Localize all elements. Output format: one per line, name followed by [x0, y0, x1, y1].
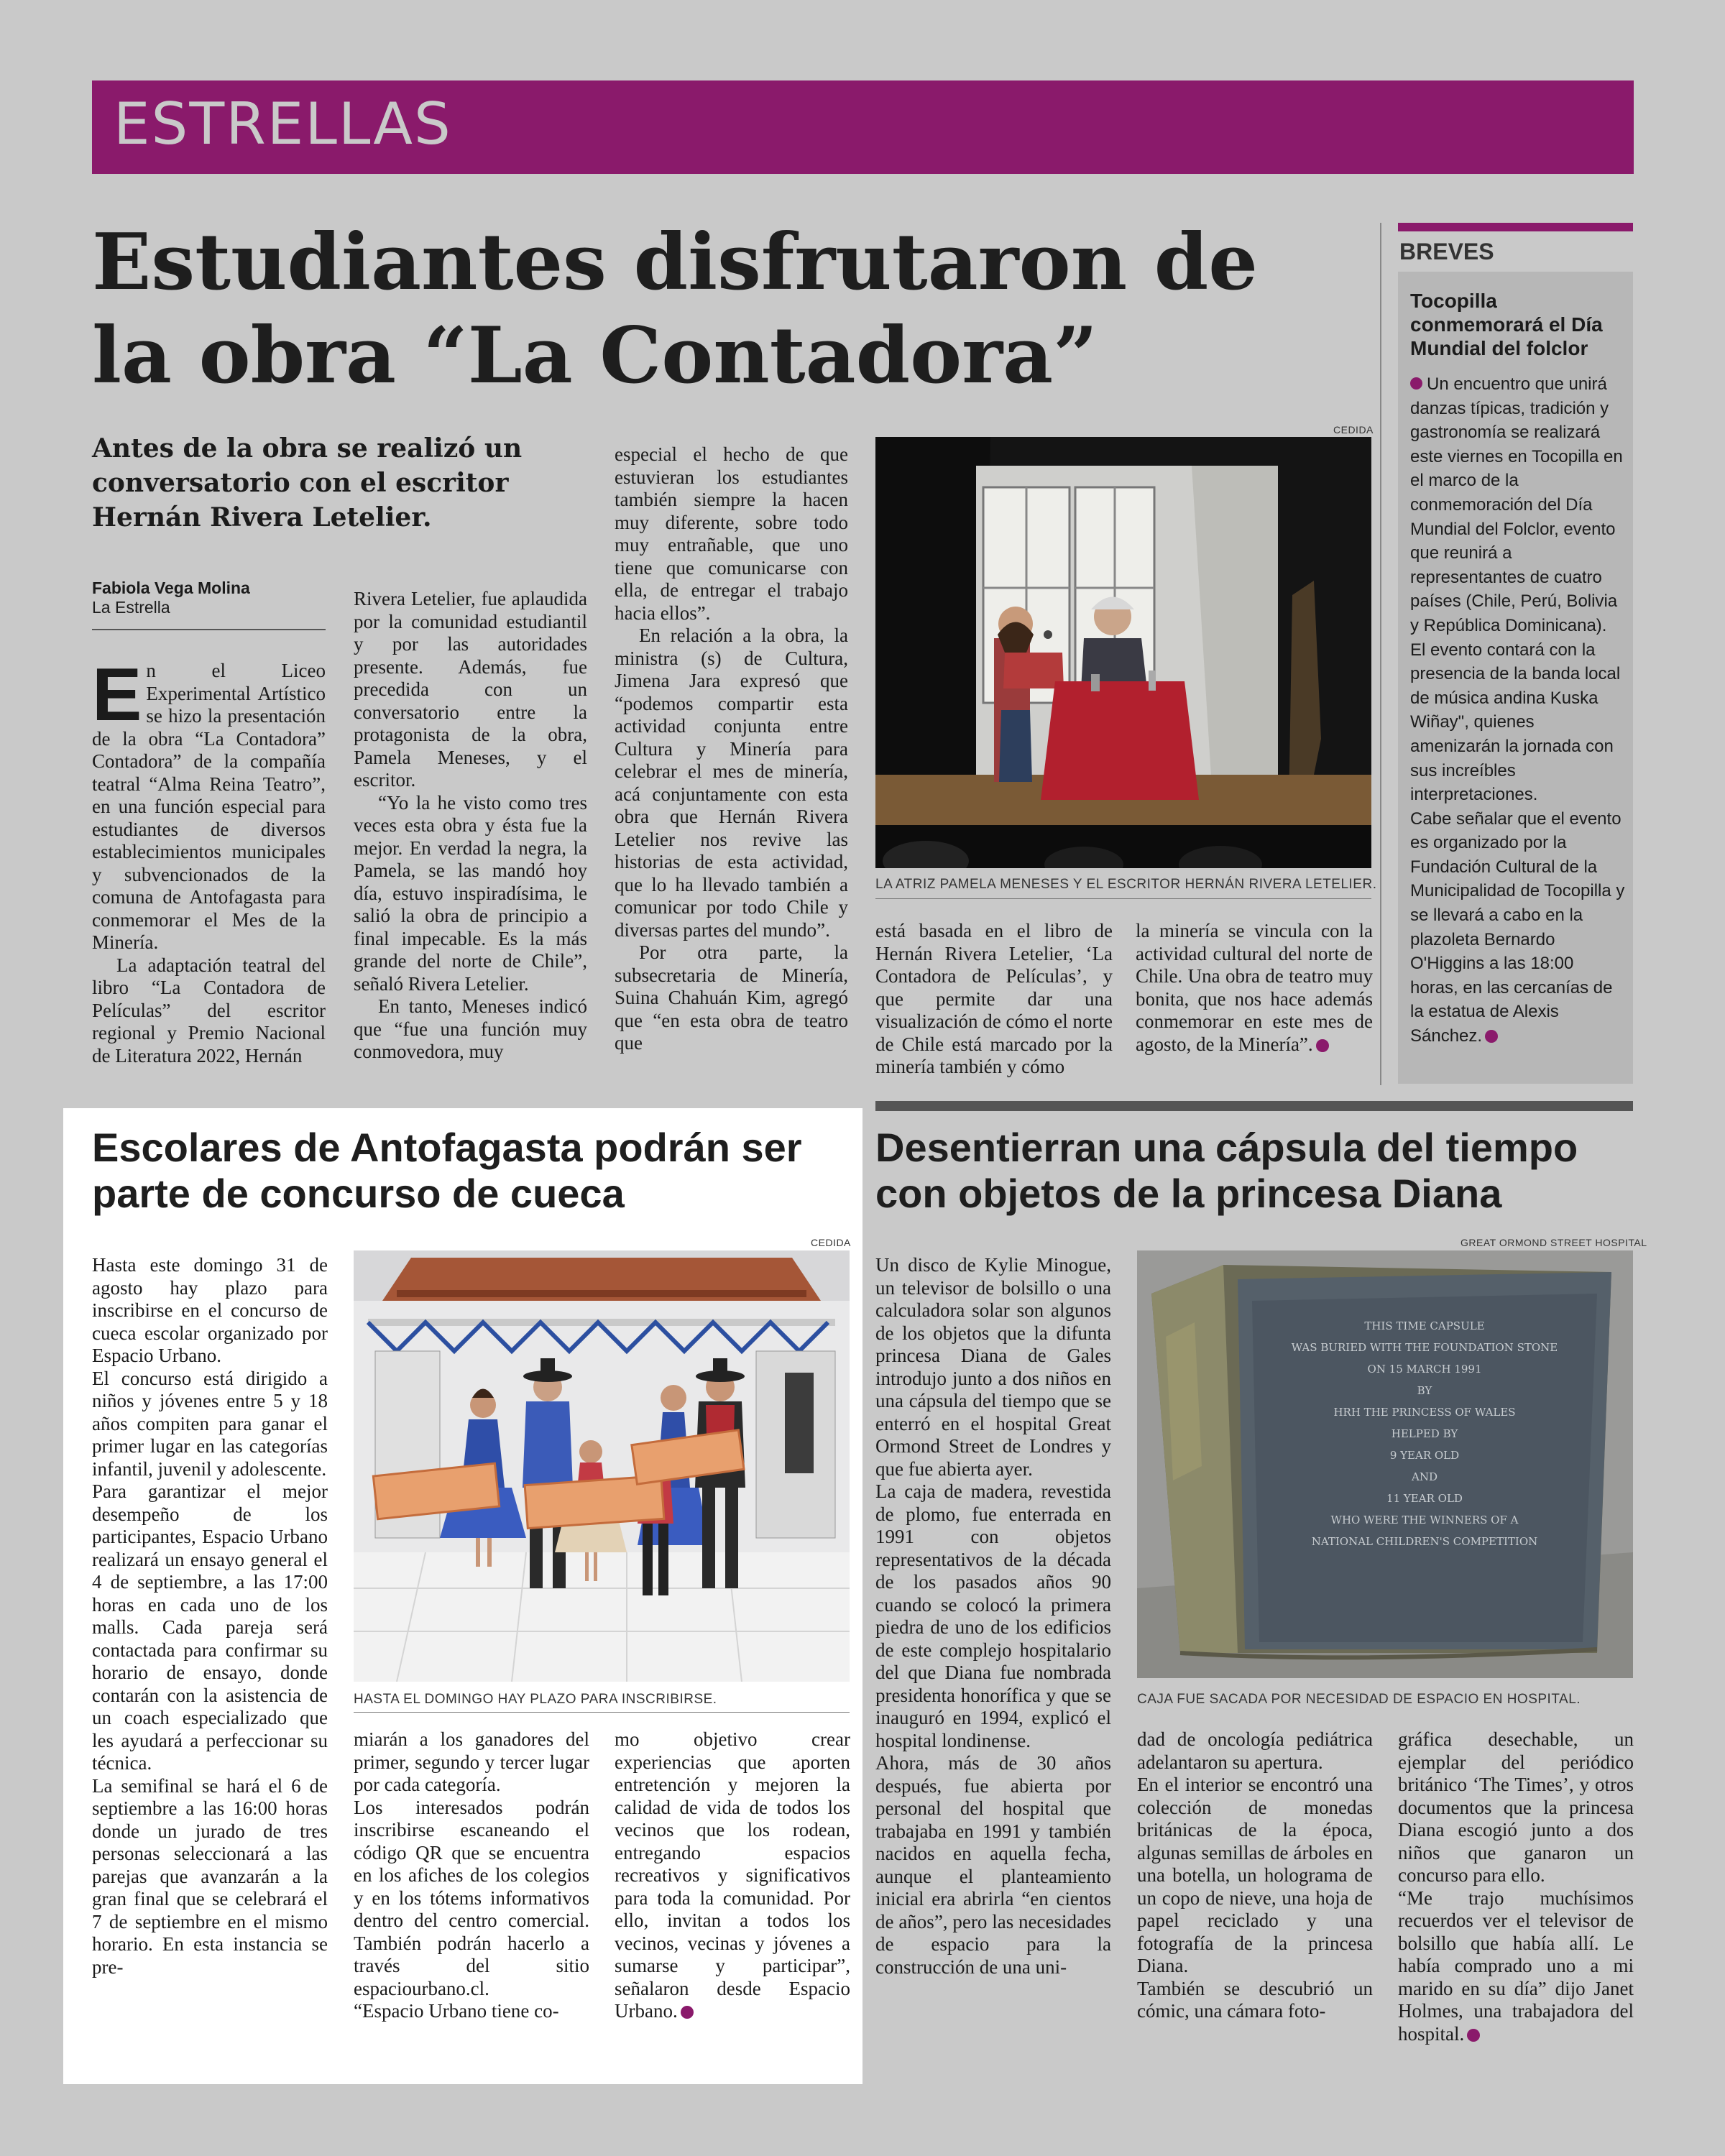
main-col-4 [875, 920, 1113, 1079]
end-mark-icon [1467, 2029, 1480, 2042]
column-divider [1380, 223, 1381, 1085]
main-headline: Estudiantes disfrutaron de la obra “La Contadora” [92, 217, 1258, 401]
main-col-2 [354, 588, 587, 1064]
main-col3-p2: En relación a la obra, la ministra (s) de Cultura, Jimena Jara expresó que “podemos compartir esta actividad conjunta entre Cultura y Minería para celebrar el mes de minería, acá conjuntamente con esta obra que Hernán Rivera Letelier nos revive las historias de esta actividad, que lo ha llevado también a comunicar por todo Chile y diversas partes del mundo”. [615, 625, 848, 941]
cueca-col2-p3: “Espacio Urbano tiene co- [354, 2000, 559, 2022]
main-col-1 [92, 653, 326, 1067]
main-col4-p1: está basada en el libro de Hernán Rivera Letelier, ‘La Contadora de Películas’, y que permite dar una visualización de cómo el norte de Chile está marcado por la minería también y cómo [875, 920, 1113, 1077]
theatre-photo-image [875, 437, 1371, 868]
breves-label: BREVES [1399, 239, 1494, 264]
byline-rule [92, 629, 326, 630]
diana-col2-p2: En el interior se encontró una colección de monedas británicas de la época, algunas semillas de árboles en una botella, un holograma de un copo de nieve, una hoja de papel reciclado y una fotografía de la princesa Diana. [1137, 1774, 1373, 1976]
photo-credit: CEDIDA [1333, 424, 1374, 436]
main-col1-p2: La adaptación teatral del libro “La Contadora de Películas” del escritor regional y Premio Nacional de Literatura 2022, Hernán [92, 954, 326, 1067]
main-col-5 [1136, 920, 1373, 1056]
capsule-photo-image [1137, 1250, 1633, 1678]
photo-caption: LA ATRIZ PAMELA MENESES Y EL ESCRITOR HERNÁN RIVERA LETELIER. [875, 877, 1377, 892]
bullet-icon [1410, 377, 1422, 390]
main-col3-p1: especial el hecho de que estuvieran los estudiantes también siempre la hacen muy diferente, sobre todo muy entrañable, que uno tiene que comunicarse con ella, de entregar el trabajo hacia ellos”. [615, 443, 848, 624]
plaque-line: NATIONAL CHILDREN'S COMPETITION [1311, 1535, 1538, 1548]
diana-col1-p3: Ahora, más de 30 años después, fue abierta por personal del hospital que trabajaba en 1991 y también nacidos en aquella fecha, aunque el planteamiento inicial era abrirla “en cientos de años”, pero las necesidades de espacio para la construcción de una uni- [875, 1752, 1111, 1978]
plaque-line: HRH THE PRINCESS OF WALES [1333, 1406, 1516, 1419]
breves-bar [1398, 223, 1633, 231]
cueca-col1-p2: El concurso está dirigido a niños y jóvenes entre 5 y 18 años compiten para ganar el primer lugar en las categorías infantil, juvenil y adolescente. [92, 1367, 328, 1480]
cueca-col-2 [354, 1728, 589, 2023]
plaque-line: THIS TIME CAPSULE [1364, 1319, 1485, 1332]
main-col2-p1: Rivera Letelier, fue aplaudida por la comunidad estudiantil y por las autoridades presente. Además, fue precedida con un conversatorio entre la protagonista de la obra, Pamela Meneses, y el escritor. [354, 588, 587, 791]
caption-rule [875, 898, 1371, 899]
diana-col3-p2: “Me trajo muchísimos recuerdos ver el televisor de bolsillo que había allí. Le había comprado uno a mi marido en su día” dijo Janet Holmes, una trabajadora del hospital. [1398, 1886, 1634, 2045]
diana-col3-p1: gráfica desechable, un ejemplar del periódico británico ‘The Times’, y otros documentos que la princesa Diana escogió junto a dos niños que ganaron un concurso para ello. [1398, 1728, 1634, 1886]
plaque-line: HELPED BY [1391, 1427, 1458, 1440]
breves-text [1410, 372, 1626, 1049]
section-divider [875, 1101, 1633, 1111]
plaque-line: WAS BURIED WITH THE FOUNDATION STONE [1291, 1341, 1558, 1354]
diana-col1-p2: La caja de madera, revestida de plomo, fue enterrada en 1991 con objetos representativos de la década de los pasados años 90 cuando se colocó la primera piedra de uno de los edificios de este complejo hospitalario del que Diana fue nombrada presidenta honorífica y que se inauguró en 1994, explicó el hospital londinense. [875, 1480, 1111, 1751]
main-col5-p1: la minería se vincula con la actividad cultural del norte de Chile. Una obra de teatro muy bonita, que nos hace además conmemorar en este mes de agosto, de la Minería”. [1136, 920, 1373, 1055]
diana-photo-credit: GREAT ORMOND STREET HOSPITAL [1460, 1237, 1647, 1248]
plaque-line: BY [1417, 1384, 1432, 1397]
diana-col1-p1: Un disco de Kylie Minogue, un televisor de bolsillo o una calculadora solar son algunos de los objetos que la difunta princesa Diana de Gales introdujo junto a dos niños en una cápsula del tiempo que se enterró en el hospital Great Ormond Street de Londres y que fue abierta ayer. [875, 1254, 1111, 1480]
diana-col-1 [875, 1254, 1111, 1978]
plaque-line: WHO WERE THE WINNERS OF A [1330, 1514, 1519, 1526]
breves-p2: El evento contará con la presencia de la banda local de música andina Kuska Wiñay", quienes amenizarán la jornada con sus increíbles interpretaciones. [1410, 640, 1621, 805]
cueca-col1-p4: La semifinal se hará el 6 de septiembre a las 16:00 horas donde un jurado de tres personas seleccionará a las parejas que avanzarán a la gran final que se celebrará el 7 de septiembre en el mismo horario. En esta instancia se pre- [92, 1774, 328, 1978]
cueca-col1-p1: Hasta este domingo 31 de agosto hay plazo para inscribirse en el concurso de cueca escolar organizado por Espacio Urbano. [92, 1254, 328, 1366]
end-mark-icon [1485, 1030, 1498, 1043]
diana-photo-caption: CAJA FUE SACADA POR NECESIDAD DE ESPACIO EN HOSPITAL. [1137, 1692, 1581, 1707]
plaque-line: ON 15 MARCH 1991 [1367, 1363, 1482, 1376]
main-col2-p2: “Yo la he visto como tres veces esta obra y ésta fue la mejor. En verdad la negra, la Pamela, se las mandó hoy día, estuvo inspiradísima, le salió la obra de principio a final impecable. Es la más grande del norte de Chile”, señaló Rivera Letelier. [354, 791, 587, 995]
diana-col2-p1: dad de oncología pediátrica adelantaron su apertura. [1137, 1728, 1373, 1773]
plaque-line: 9 YEAR OLD [1389, 1449, 1460, 1462]
byline [92, 579, 250, 617]
main-col1-p1: n el Liceo Experimental Artístico se hizo la presentación de la obra “La Contadora” Contadora” de la compañía teatral “Alma Reina Teatro”, en una función especial para estudiantes de diversos establecimientos municipales y subvencionados de la comuna de Antofagasta para conmemorar el Mes de la Minería. [92, 660, 326, 953]
diana-col2-p3: También se descubrió un cómic, una cámara foto- [1137, 1977, 1373, 2022]
end-mark-icon [681, 2006, 694, 2019]
cueca-photo [354, 1250, 850, 1682]
cueca-col1-p3: Para garantizar el mejor desempeño de los participantes, Espacio Urbano realizará un ensayo general el 4 de septiembre, a las 17:00 horas en cada uno de los malls. Cada pareja será contactada para confirmar su horario de ensayo, donde contarán con la asistencia de un coach especializado que les ayudará a perfeccionar su técnica. [92, 1480, 328, 1774]
plaque-line: 11 YEAR OLD [1386, 1492, 1463, 1505]
main-deck: Antes de la obra se realizó un conversatorio con el escritor Hernán Rivera Letelier. [92, 433, 523, 533]
drop-cap: E [92, 653, 142, 737]
cueca-col3-p1: mo objetivo crear experiencias que aporten entretención y mejoren la calidad de vida de todos los vecinos que los rodean, entregando espacios recreativos y significativos para toda la comunidad. Por ello, invitan a todos los vecinos, vecinas y jóvenes a sumarse y participar”, señalaron desde Espacio Urbano. [615, 1728, 850, 2022]
main-col-3 [615, 443, 848, 1055]
diana-col-2 [1137, 1728, 1373, 2023]
author-name: Fabiola Vega Molina [92, 579, 250, 597]
main-col2-p3: En tanto, Meneses indicó que “fue una función muy conmovedora, muy [354, 995, 587, 1062]
theatre-photo [875, 437, 1371, 868]
diana-col-3 [1398, 1728, 1634, 2045]
cueca-caption-rule [354, 1712, 850, 1713]
breves-p1: Un encuentro que unirá danzas típicas, tradición y gastronomía se realizará este viernes en Tocopilla en el marco de la conmemoración del Día Mundial del Folclor, evento que reunirá a representantes de cuatro países (Chile, Perú, Bolivia y República Dominicana). [1410, 374, 1623, 635]
section-banner [92, 80, 1634, 174]
capsule-photo [1137, 1250, 1633, 1678]
cueca-photo-image [354, 1250, 850, 1682]
cueca-photo-credit: CEDIDA [811, 1237, 851, 1248]
author-outlet: La Estrella [92, 598, 170, 617]
main-col3-p3: Por otra parte, la subsecretaria de Minería, Suina Chahuán Kim, agregó que “en esta obra de teatro que [615, 941, 848, 1054]
diana-headline: Desentierran una cápsula del tiempo con objetos de la princesa Diana [875, 1125, 1578, 1216]
plaque-line: AND [1412, 1470, 1438, 1483]
cueca-col2-p2: Los interesados podrán inscribirse escaneando el código QR que se encuentra en los afiches de los colegios y en los tótems informativos dentro del centro comercial. También podrán hacerlo a través del sitio espaciourbano.cl. [354, 1796, 589, 1999]
cueca-col-3 [615, 1728, 850, 2023]
breves-p3: Cabe señalar que el evento es organizado por la Fundación Cultural de la Municipalidad de Tocopilla y se llevará a cabo en la plazoleta Bernardo O'Higgins a las 18:00 horas, en las cercanías de la estatua de Alexis Sánchez. [1410, 808, 1625, 1046]
end-mark-icon [1316, 1039, 1329, 1052]
cueca-col-1 [92, 1254, 328, 1978]
cueca-headline: Escolares de Antofagasta podrán ser parte de concurso de cueca [92, 1125, 802, 1216]
cueca-col2-p1: miarán a los ganadores del primer, segundo y tercer lugar por cada categoría. [354, 1728, 589, 1795]
cueca-photo-caption: HASTA EL DOMINGO HAY PLAZO PARA INSCRIBIRSE. [354, 1692, 717, 1707]
section-title: ESTRELLAS [114, 91, 452, 157]
breves-title: Tocopilla conmemorará el Día Mundial del folclor [1410, 290, 1603, 359]
